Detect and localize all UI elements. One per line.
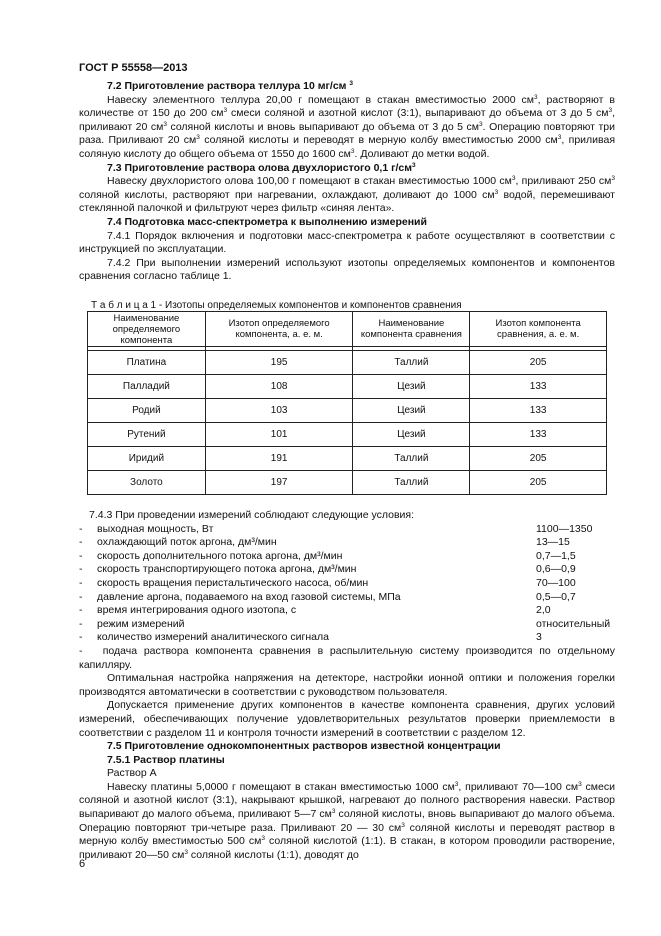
list-dash: -	[79, 576, 83, 589]
paragraph: 7.4.1 Порядок включения и подготовки масс-спектрометра к работе осуществляют в соответствии с инструкцией по эксплуатации.	[79, 229, 615, 256]
condition-label: скорость дополнительного потока аргона, дм³/мин	[97, 549, 343, 562]
table-row	[88, 375, 607, 399]
paragraph: 7.4.3 При проведении измерений соблюдают следующие условия:	[89, 509, 415, 521]
table-cell: Палладий	[88, 375, 206, 399]
table-row	[88, 399, 607, 423]
table-cell: 133	[470, 423, 607, 447]
column-header: Изотоп определяемого компонента, а. е. м.	[205, 312, 353, 347]
table-cell: Таллий	[353, 471, 470, 495]
condition-label: давление аргона, подаваемого на вход газовой системы, МПа	[97, 590, 401, 603]
section-title: 7.3 Приготовление раствора олова двухлористого 0,1 $г/см^3$	[107, 161, 416, 174]
table-cell: Родий	[88, 399, 206, 423]
table-cell: Цезий	[353, 399, 470, 423]
condition-row	[79, 577, 615, 591]
section-7-2	[79, 80, 615, 284]
table-cell: Таллий	[353, 447, 470, 471]
section-title: 7.5 Приготовление однокомпонентных растворов известной концентрации	[107, 740, 501, 753]
table-cell: 133	[470, 399, 607, 423]
list-dash: -	[79, 590, 83, 603]
condition-label: скорость транспортирующего потока аргона, дм³/мин	[97, 563, 357, 576]
condition-value: 13—15	[536, 536, 570, 549]
paragraph: Навеску двухлористого олова 100,00 г помещают в стакан вместимостью 1000 $см^3$, приливают 250 $см^3$ соляной кислоты, растворяют при нагревании, охлаждают, доливают до 1000 $см^3$ водой, перемешивают стеклянной палочкой и фильтруют через фильтр «синяя лента».	[79, 175, 615, 215]
table-caption: Т а б л и ц а 1 - Изотопы определяемых компонентов и компонентов сравнения	[91, 300, 462, 311]
solution-label: Раствор А	[107, 767, 157, 780]
column-header: Наименование компонента сравнения	[353, 312, 470, 347]
subsection-title: 7.5.1 Раствор платины	[107, 753, 225, 766]
condition-value: 2,0	[536, 604, 551, 617]
condition-value: относительный	[536, 617, 611, 630]
paragraph: Навеску платины 5,0000 г помещают в стакан вместимостью 1000 $см^3$, приливают 70—100 $см^3$ смеси соляной и азотной кислот (3:1), накрывают крышкой, нагревают до полного растворения навески. Раствор выпаривают до малого объема, приливают 5—7 $см^3$ соляной кислоты, вновь выпаривают до малого объема. Операцию повторяют три-четыре раза. Приливают 20 — 30 $см^3$ соляной кислоты и переводят раствор в мерную колбу вместимостью 500 $см^3$ соляной кислотой (1:1). В стакан, в котором проводили растворение, приливают 20—50 $см^3$ соляной кислоты (1:1), доводят до	[79, 780, 615, 861]
table-row	[88, 351, 607, 375]
table-cell: Рутений	[88, 423, 206, 447]
column-header: Изотоп компонента сравнения, а. е. м.	[470, 312, 607, 347]
table-cell: 205	[470, 471, 607, 495]
list-dash: -	[79, 549, 83, 562]
table-header-row	[88, 312, 607, 347]
table-cell: Таллий	[353, 351, 470, 375]
condition-value: 3	[536, 631, 542, 644]
isotope-table	[87, 311, 607, 495]
column-header: Наименование определяемого компонента	[88, 312, 206, 347]
condition-row	[79, 591, 615, 605]
list-dash: -	[79, 617, 83, 630]
condition-label: режим измерений	[97, 617, 185, 630]
section-title: 7.2 Приготовление раствора теллура 10 мг/см $^3$	[107, 80, 353, 92]
table-cell: 205	[470, 447, 607, 471]
condition-value: 0,7—1,5	[536, 549, 576, 562]
section-title: 7.4 Подготовка масс-спектрометра к выполнению измерений	[107, 215, 427, 228]
standard-header: ГОСТ Р 55558—2013	[79, 62, 188, 74]
list-dash: -	[79, 522, 83, 535]
condition-row	[79, 563, 615, 577]
table-cell: 197	[205, 471, 353, 495]
table-cell: Платина	[88, 351, 206, 375]
page-number: 6	[79, 858, 86, 870]
condition-value: 0,5—0,7	[536, 590, 576, 603]
list-dash: -	[79, 604, 83, 617]
condition-label: скорость вращения перистальтического насоса, об/мин	[97, 576, 369, 589]
list-dash: -	[79, 631, 83, 644]
table-row	[88, 447, 607, 471]
table-cell: Цезий	[353, 423, 470, 447]
list-dash: -	[79, 563, 83, 576]
paragraph: Оптимальная настройка напряжения на детекторе, настройки ионной оптики и положения горелки производятся автоматически в соответствии с руководством пользователя.	[79, 672, 615, 698]
table-cell: 108	[205, 375, 353, 399]
table-cell: 191	[205, 447, 353, 471]
table-cell: 195	[205, 351, 353, 375]
condition-row	[79, 536, 615, 550]
paragraph: 7.4.2 При выполнении измерений используют изотопы определяемых компонентов и компонентов сравнения согласно таблице 1.	[79, 256, 615, 283]
table-cell: Цезий	[353, 375, 470, 399]
condition-row	[79, 631, 615, 645]
table-cell: 103	[205, 399, 353, 423]
conditions-list	[79, 523, 615, 645]
table-cell: 133	[470, 375, 607, 399]
condition-value: 0,6—0,9	[536, 563, 576, 576]
condition-label: количество измерений аналитического сигнала	[97, 631, 329, 644]
condition-row	[79, 618, 615, 632]
paragraph: Допускается применение других компонентов в качестве компонента сравнения, других условий измерений, обеспечивающих получение удовлетворительных результатов проверки приемлемости в соответствии с разделом 11 и контроля точности измерений в соответствии с разделом 12.	[79, 699, 615, 739]
table-row	[88, 471, 607, 495]
condition-label: выходная мощность, Вт	[97, 522, 214, 535]
condition-value: 70—100	[536, 576, 576, 589]
paragraph: Навеску элементного теллура 20,00 г помещают в стакан вместимостью 2000 $см^3$, растворяют в количестве от 150 до 200 $см^3$ смеси соляной и азотной кислот (3:1), выпаривают до объема от 3 до 5 $см^3$, приливают 20 $см^3$ соляной кислоты и вновь выпаривают до объема от 3 до 5 $см^3$. Операцию повторяют три раза. Приливают 20 $см^3$ соляной кислоты и переводят в мерную колбу вместимостью 2000 $см^3$, приливая соляную кислоту до общего объема от 1550 до 1600 $см^3$. Доливают до метки водой.	[79, 93, 616, 160]
condition-label: охлаждающий поток аргона, дм³/мин	[97, 536, 277, 549]
condition-label: время интегрирования одного изотопа, с	[97, 604, 297, 617]
paragraph: - подача раствора компонента сравнения в распылительную систему производится по отдельному капилляру.	[79, 644, 615, 671]
table-cell: 205	[470, 351, 607, 375]
table-cell: Золото	[88, 471, 206, 495]
section-7-4-3	[79, 509, 615, 862]
condition-row	[79, 523, 615, 537]
condition-row	[79, 604, 615, 618]
table-cell: Иридий	[88, 447, 206, 471]
list-dash: -	[79, 536, 83, 549]
table-cell: 101	[205, 423, 353, 447]
table-row	[88, 423, 607, 447]
condition-value: 1100—1350	[536, 522, 593, 535]
condition-row	[79, 550, 615, 564]
